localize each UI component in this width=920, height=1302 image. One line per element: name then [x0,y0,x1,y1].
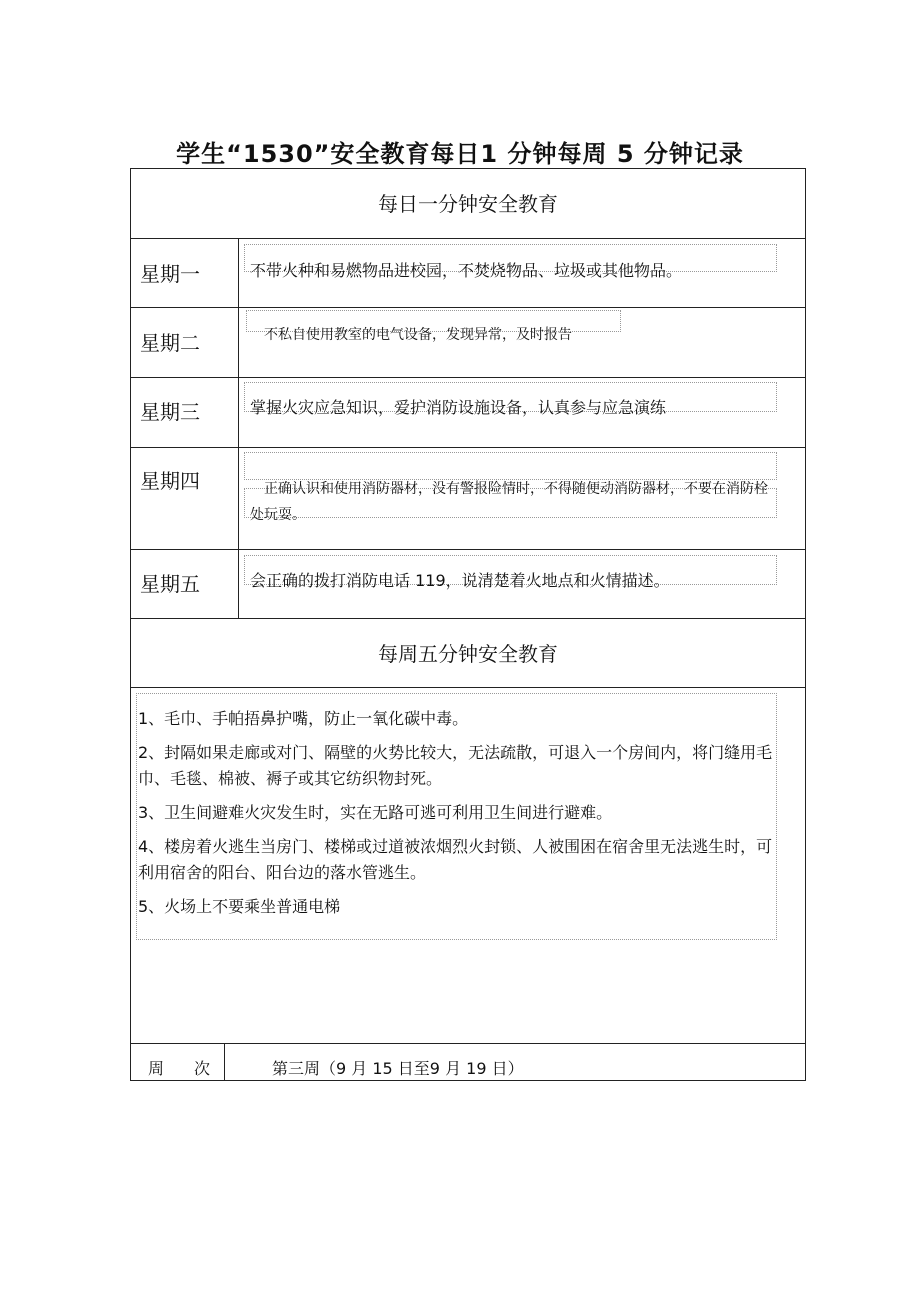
week-number-value: 第三周（9 月 15 日至9 月 19 日） [272,1059,524,1078]
weekly-item: 4、楼房着火逃生当房门、楼梯或过道被浓烟烈火封锁、人被围困在宿舍里无法逃生时，可利用宿舍的阳台、阳台边的落水管逃生。 [138,837,773,882]
monday-safety-text: 不带火种和易燃物品进校园，不焚烧物品、垃圾或其他物品。 [250,261,683,280]
weekday-label-monday: 星期一 [140,262,200,286]
thursday-safety-text: 正确认识和使用消防器材，没有警报险情时，不得随便动消防器材，不要在消防栓处玩耍。 [250,481,768,523]
row-divider [130,1043,806,1044]
weekday-label-wednesday: 星期三 [140,400,200,424]
wednesday-safety-text: 掌握火灾应急知识，爱护消防设施设备，认真参与应急演练 [250,398,667,417]
record-table [130,168,806,1081]
row-divider [130,377,806,378]
row-divider [130,307,806,308]
weekday-label-tuesday: 星期二 [140,331,200,355]
weekly-item: 1、毛巾、手帕捂鼻护嘴，防止一氧化碳中毒。 [138,709,469,728]
column-divider [238,238,239,618]
week-number-label: 周次 [148,1059,241,1078]
row-divider [130,618,806,619]
row-divider [130,687,806,688]
row-divider [130,549,806,550]
weekly-safety-list [138,706,784,928]
weekly-section-heading: 每周五分钟安全教育 [378,642,558,666]
weekly-item: 2、封隔如果走廊或对门、隔壁的火势比较大，无法疏散，可退入一个房间内，将门缝用毛巾、毛毯、棉被、褥子或其它纺织物封死。 [138,743,773,788]
weekday-label-friday: 星期五 [140,572,200,596]
weekly-item: 3、卫生间避难火灾发生时，实在无路可逃可利用卫生间进行避难。 [138,803,613,822]
tuesday-safety-text: 不私自使用教室的电气设备，发现异常，及时报告 [264,327,572,343]
daily-section-heading: 每日一分钟安全教育 [378,192,558,216]
weekday-label-thursday: 星期四 [140,469,200,493]
friday-safety-text: 会正确的拨打消防电话 119，说清楚着火地点和火情描述。 [250,571,670,590]
row-divider [130,238,806,239]
page-title: 学生“1530”安全教育每日1 分钟每周 5 分钟记录 [176,140,744,168]
weekly-item: 5、火场上不要乘坐普通电梯 [138,897,341,916]
row-divider [130,447,806,448]
